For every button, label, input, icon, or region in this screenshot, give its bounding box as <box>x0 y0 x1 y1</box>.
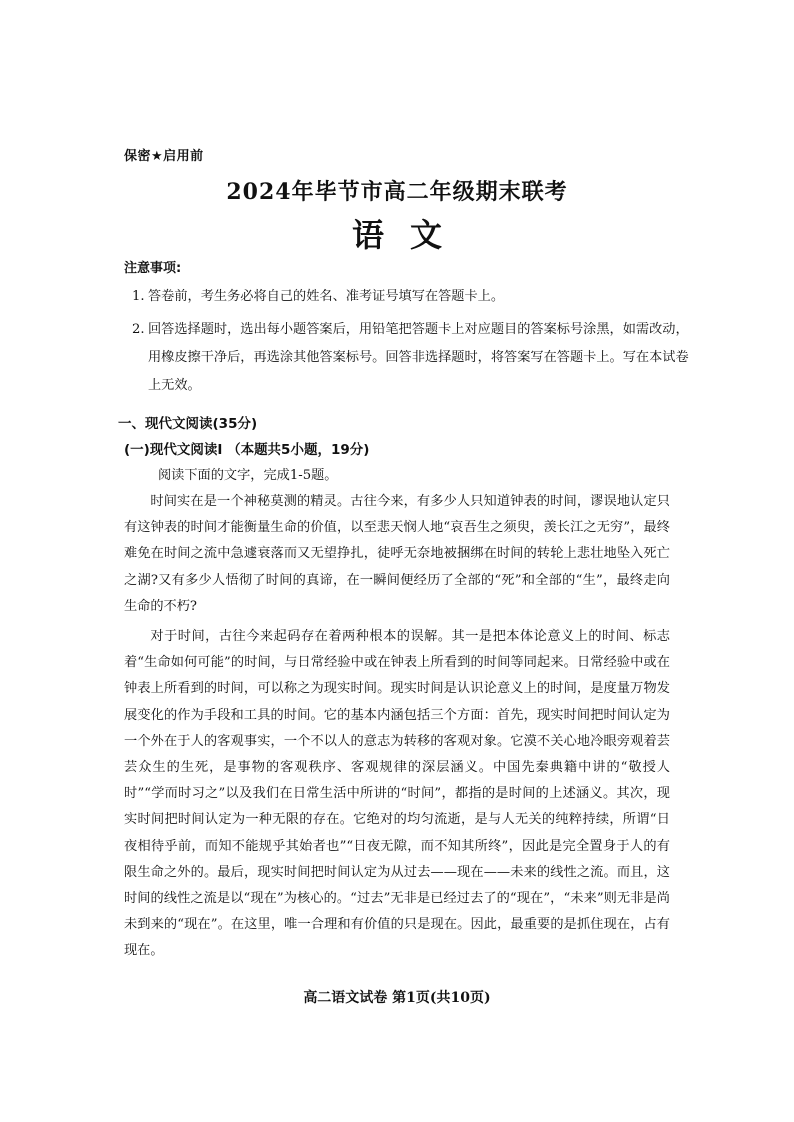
subsection-heading: (一)现代文阅读I （本题共5小题，19分) <box>124 442 370 458</box>
notice-item-text: 回答选择题时，选出每小题答案后，用铅笔把答题卡上对应题目的答案标号涂黑，如需改动，用橡皮擦干净后，再选涂其他答案标号。回答非选择题时，将答案写在答题卡上。写在本试卷上无效。 <box>148 322 689 393</box>
notice-item-number: 2. <box>132 322 145 337</box>
notice-item-number: 1. <box>132 289 145 304</box>
page-footer: 高二语文试卷 第1页(共10页) <box>303 990 491 1006</box>
subject-title: 语文 <box>351 216 468 254</box>
notice-list <box>132 283 692 405</box>
section-heading: 一、现代文阅读(35分) <box>118 416 258 432</box>
confidential-label: 保密★启用前 <box>124 149 204 164</box>
notice-item <box>132 283 692 311</box>
notice-item-text: 答卷前，考生务必将自己的姓名、准考证号填写在答题卡上。 <box>148 289 505 304</box>
exam-title: 2024年毕节市高二年级期末联考 <box>226 179 568 205</box>
notice-heading: 注意事项: <box>124 261 182 276</box>
notice-item <box>132 316 692 400</box>
reading-instruction: 阅读下面的文字，完成1-5题。 <box>158 468 338 483</box>
reading-passage <box>124 489 670 969</box>
passage-paragraph: 时间实在是一个神秘莫测的精灵。古往今来，有多少人只知道钟表的时间，谬误地认定只有这钟表的时间才能衡量生命的价值，以至悲天悯人地“哀吾生之须臾，羡长江之无穷”，最终难免在时间之流中急遽衰落而又无望挣扎，徒呼无奈地被捆绑在时间的转轮上悲壮地坠入死亡之湖?又有多少人悟彻了时间的真谛，在一瞬间便经历了全部的“死”和全部的“生”，最终走向生命的不朽? <box>124 494 670 614</box>
passage-paragraph: 对于时间，古往今来起码存在着两种根本的误解。其一是把本体论意义上的时间、标志着“生命如何可能”的时间，与日常经验中或在钟表上所看到的时间等同起来。日常经验中或在钟表上所看到的时间，可以称之为现实时间。现实时间是认识论意义上的时间，是度量万物发展变化的作为手段和工具的时间。它的基本内涵包括三个方面：首先，现实时间把时间认定为一个外在于人的客观事实，一个不以人的意志为转移的客观对象。它漠不关心地冷眼旁观着芸芸众生的生死，是事物的客观秩序、客观规律的深层涵义。中国先秦典籍中讲的“敬授人时”“学而时习之”以及我们在日常生活中所讲的“时间”，都指的是时间的上述涵义。其次，现实时间把时间认定为一种无限的存在。它绝对的均匀流逝，是与人无关的纯粹持续，所谓“日夜相待乎前，而知不能规乎其始者也”“日夜无隙，而不知其所终”，因此是完全置身于人的有限生命之外的。最后，现实时间把时间认定为从过去——现在——未来的线性之流。而且，这时间的线性之流是以“现在”为核心的。“过去”无非是已经过去了的“现在”，“未来”则无非是尚未到来的“现在”。在这里，唯一合理和有价值的只是现在。因此，最重要的是抓住现在，占有现在。 <box>124 629 670 959</box>
